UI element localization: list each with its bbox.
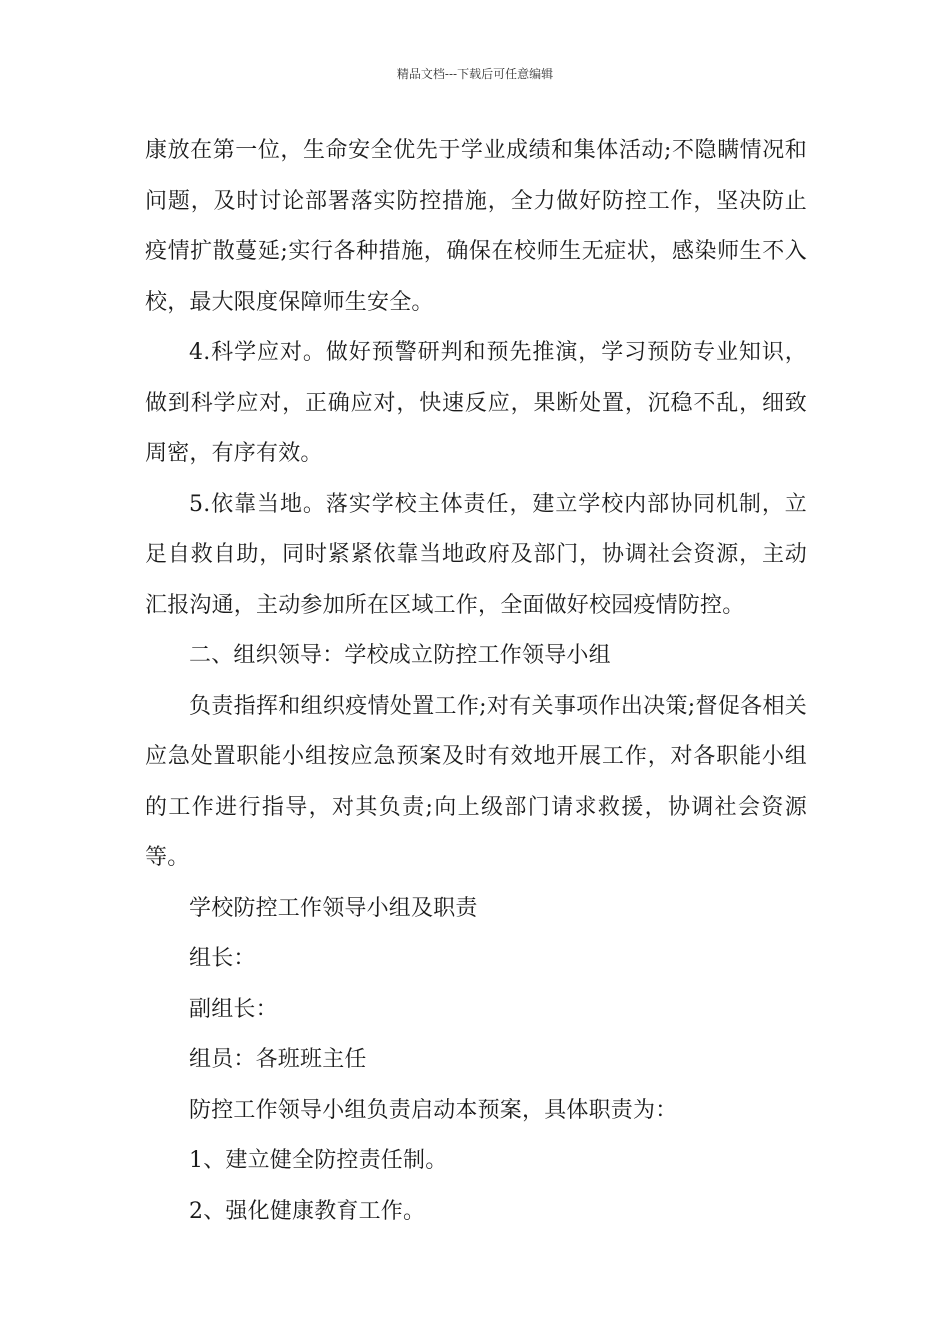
page-header: 精品文档---下载后可任意编辑	[396, 67, 554, 81]
line-group-members: 组员：各班班主任	[189, 1047, 367, 1072]
list-item-duty-2: 2、强化健康教育工作。	[189, 1198, 426, 1224]
line-deputy-leader: 副组长：	[189, 996, 278, 1022]
paragraph-duties-intro: 防控工作领导小组负责启动本预案，具体职责为：	[189, 1097, 678, 1123]
document-body	[145, 126, 807, 1237]
paragraph-item-5: 5.依靠当地。落实学校主体责任，建立学校内部协同机制，立足自救自助，同时紧紧依靠当地政府及部门，协调社会资源，主动汇报沟通，主动参加所在区域工作，全面做好校园疫情防控。	[145, 491, 807, 618]
subheading-leadership-group: 学校防控工作领导小组及职责	[189, 895, 478, 921]
paragraph-responsibilities: 负责指挥和组织疫情处置工作;对有关事项作出决策;督促各相关应急处置职能小组按应急预案及时有效地开展工作，对各职能小组的工作进行指导，对其负责;向上级部门请求救援，协调社会资源等。	[145, 693, 807, 870]
section-heading-organization: 二、组织领导：学校成立防控工作领导小组	[189, 643, 611, 668]
paragraph-continuation: 康放在第一位，生命安全优先于学业成绩和集体活动;不隐瞒情况和问题，及时讨论部署落实防控措施，全力做好防控工作，坚决防止疫情扩散蔓延;实行各种措施，确保在校师生无症状，感染师生不入校，最大限度保障师生安全。	[145, 138, 807, 315]
line-group-leader: 组长：	[189, 946, 256, 971]
list-item-duty-1: 1、建立健全防控责任制。	[189, 1148, 448, 1173]
paragraph-item-4: 4.科学应对。做好预警研判和预先推演，学习预防专业知识，做到科学应对，正确应对，快速反应，果断处置，沉稳不乱，细致周密，有序有效。	[145, 340, 807, 466]
